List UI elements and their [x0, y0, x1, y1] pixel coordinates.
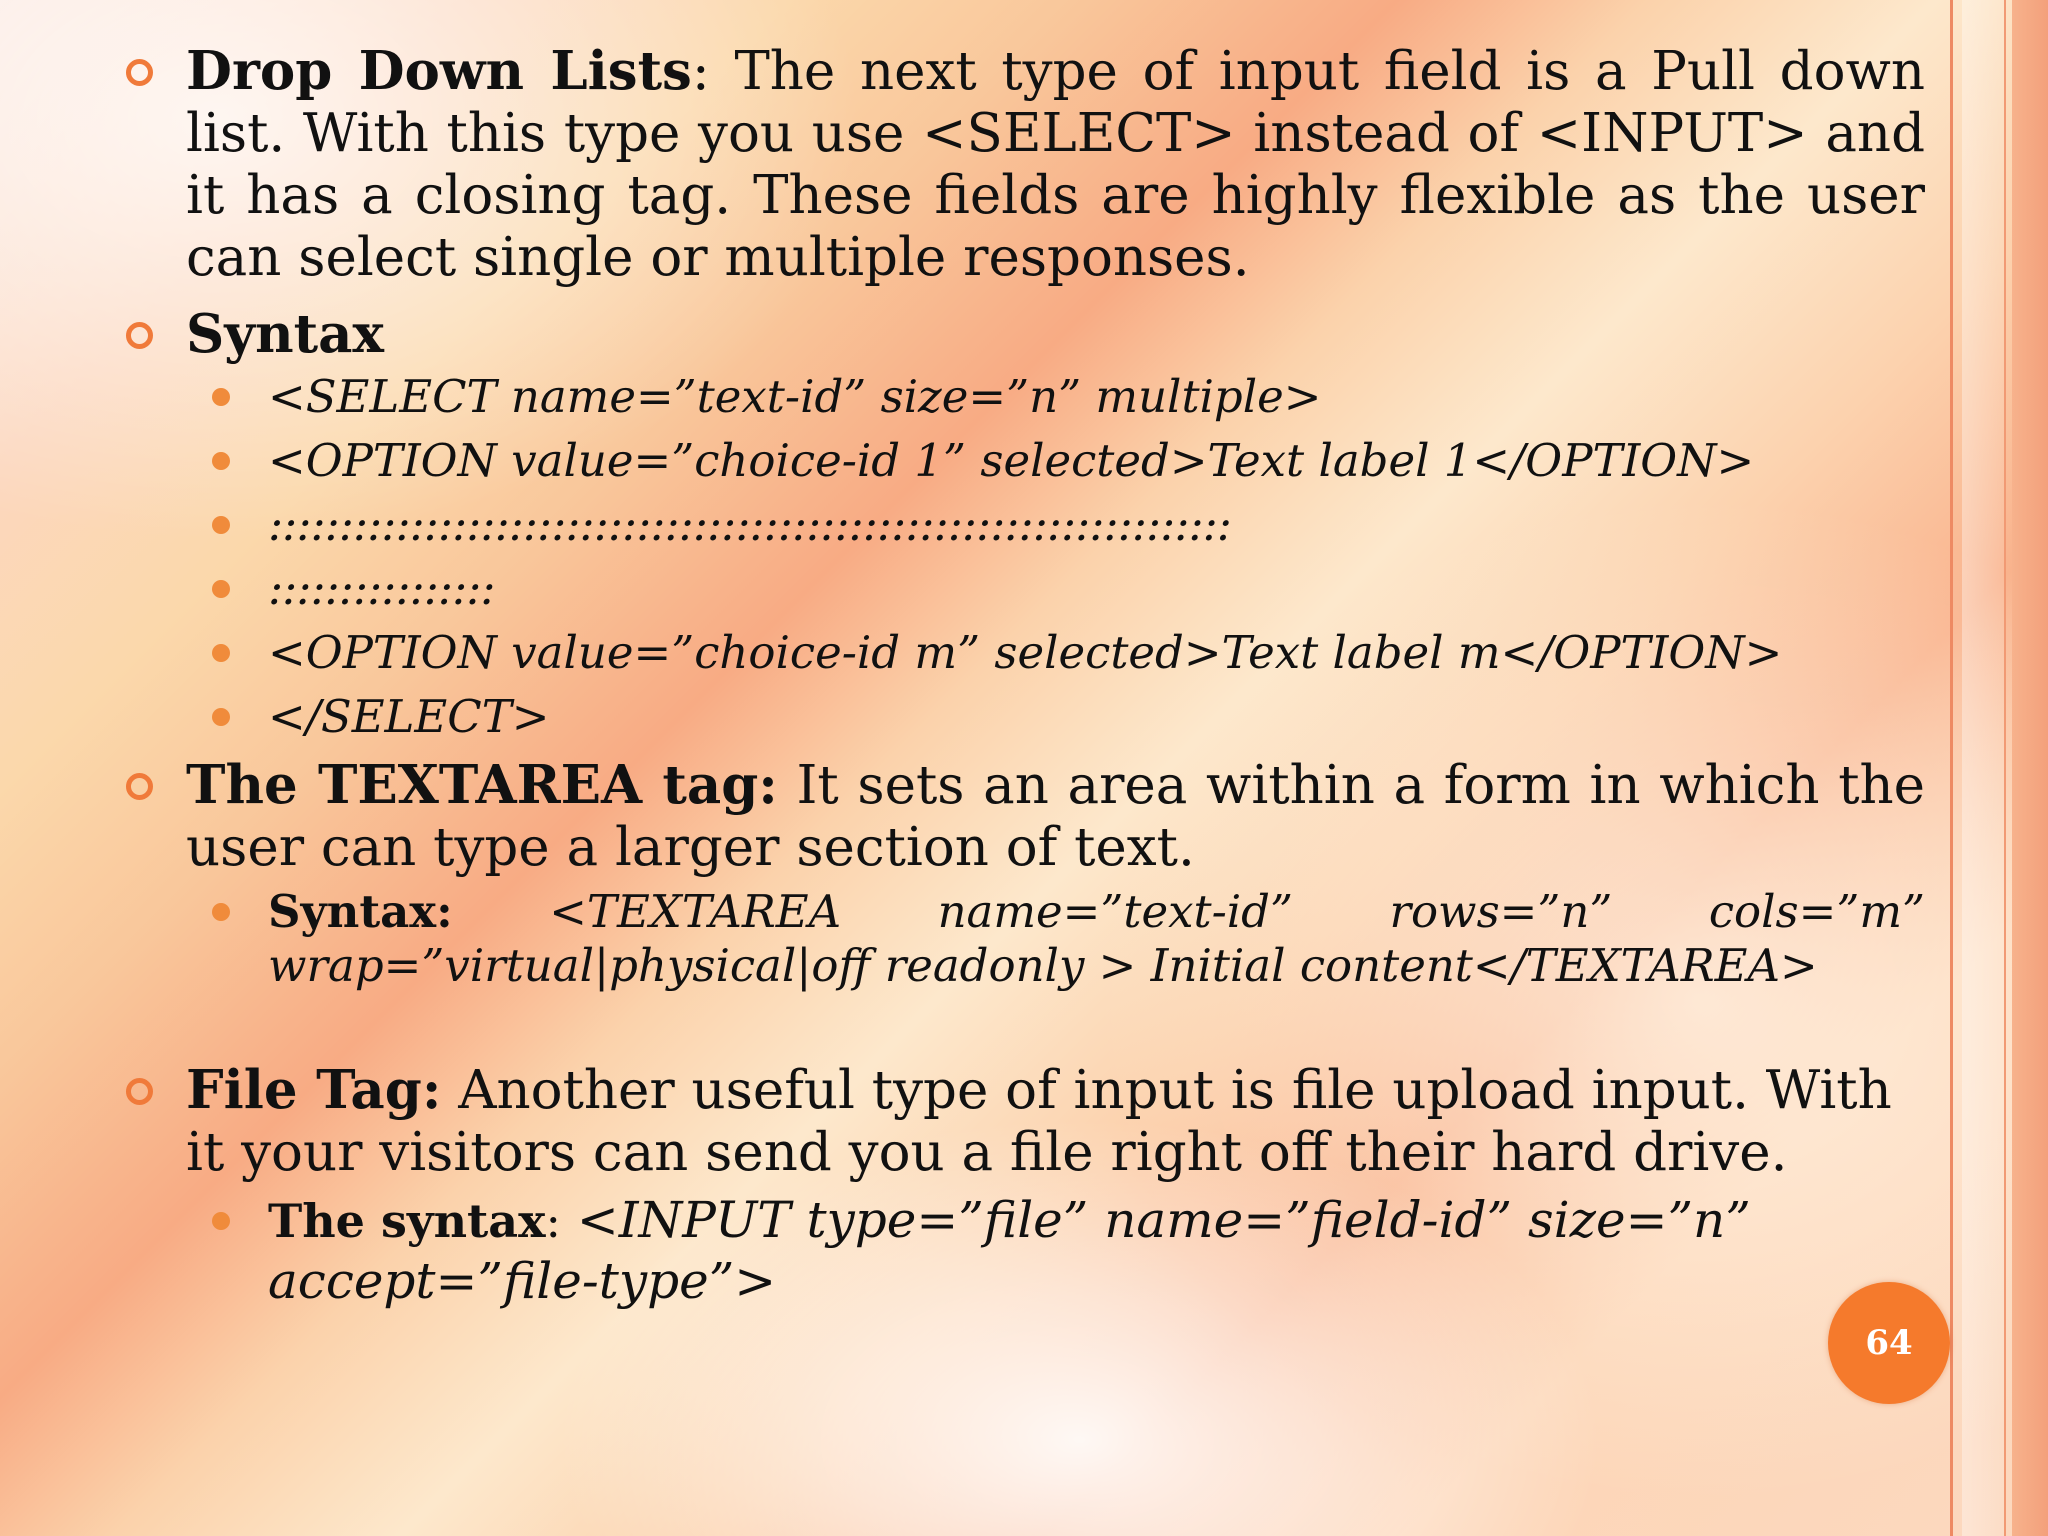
syntax-line: </SELECT>	[120, 690, 1925, 744]
ring-bullet-icon	[126, 1078, 153, 1105]
decorative-stripe	[2004, 0, 2006, 1536]
dot-bullet-icon	[212, 452, 230, 470]
ring-bullet-icon	[126, 773, 153, 800]
textarea-text: It sets an area within a form in which the user can type a larger section of text.	[186, 755, 1925, 878]
textarea-syntax	[120, 885, 1925, 993]
bullet-drop-down-lists	[120, 40, 1925, 289]
dot-bullet-icon	[212, 903, 230, 921]
ring-bullet-icon	[126, 59, 153, 86]
slide-content	[120, 40, 1925, 1321]
drop-down-title: Drop Down Lists	[186, 40, 692, 102]
file-syntax-sep: :	[545, 1194, 562, 1248]
decorative-stripe	[2012, 0, 2048, 1536]
bullet-textarea	[120, 754, 1925, 879]
decorative-stripe	[1950, 0, 1953, 1536]
dot-bullet-icon	[212, 644, 230, 662]
dot-bullet-icon	[212, 580, 230, 598]
drop-down-text: The next type of input field is a Pull down list. With this type you use <SELECT> instead of <INPUT> and it has a closing tag. These fields are highly flexible as the user can select single or multiple responses.	[186, 41, 1925, 288]
spacer	[120, 1003, 1925, 1059]
dot-bullet-icon	[212, 516, 230, 534]
bullet-syntax	[120, 303, 1925, 366]
file-text: Another useful type of input is file upload input. With it your visitors can send you a file right off their hard drive.	[186, 1060, 1892, 1183]
ring-bullet-icon	[126, 322, 153, 349]
file-syntax-label: The syntax	[268, 1194, 546, 1248]
file-syntax-text: <INPUT type=”file” name=”field-id” size=”n” accept=”file-type”>	[268, 1191, 1751, 1310]
textarea-syntax-label: Syntax:	[268, 885, 453, 938]
dot-bullet-icon	[212, 708, 230, 726]
syntax-line: <SELECT name=”text-id” size=”n” multiple>	[120, 370, 1925, 424]
textarea-syntax-text: <TEXTAREA name=”text-id” rows=”n” cols=”m” wrap=”virtual|physical|off readonly > Initial content</TEXTAREA>	[268, 885, 1925, 992]
dot-bullet-icon	[212, 1212, 230, 1230]
drop-down-sep: :	[691, 41, 710, 102]
dot-bullet-icon	[212, 388, 230, 406]
syntax-title: Syntax	[186, 303, 385, 365]
page-number-badge: 64	[1828, 1282, 1950, 1404]
syntax-lines	[120, 370, 1925, 744]
syntax-line: ::::::::::::::::::::::::::::::::::::::::::::::::::::::::::::::::::::	[120, 498, 1925, 552]
syntax-line: <OPTION value=”choice-id m” selected>Text label m</OPTION>	[120, 626, 1925, 680]
syntax-line: <OPTION value=”choice-id 1” selected>Text label 1</OPTION>	[120, 434, 1925, 488]
decorative-stripe	[1962, 0, 2004, 1536]
textarea-title: The TEXTAREA tag:	[186, 754, 778, 816]
file-syntax	[120, 1190, 1925, 1311]
file-title: File Tag:	[186, 1059, 442, 1121]
syntax-line: ::::::::::::::::	[120, 562, 1925, 616]
bullet-file-tag	[120, 1059, 1925, 1184]
